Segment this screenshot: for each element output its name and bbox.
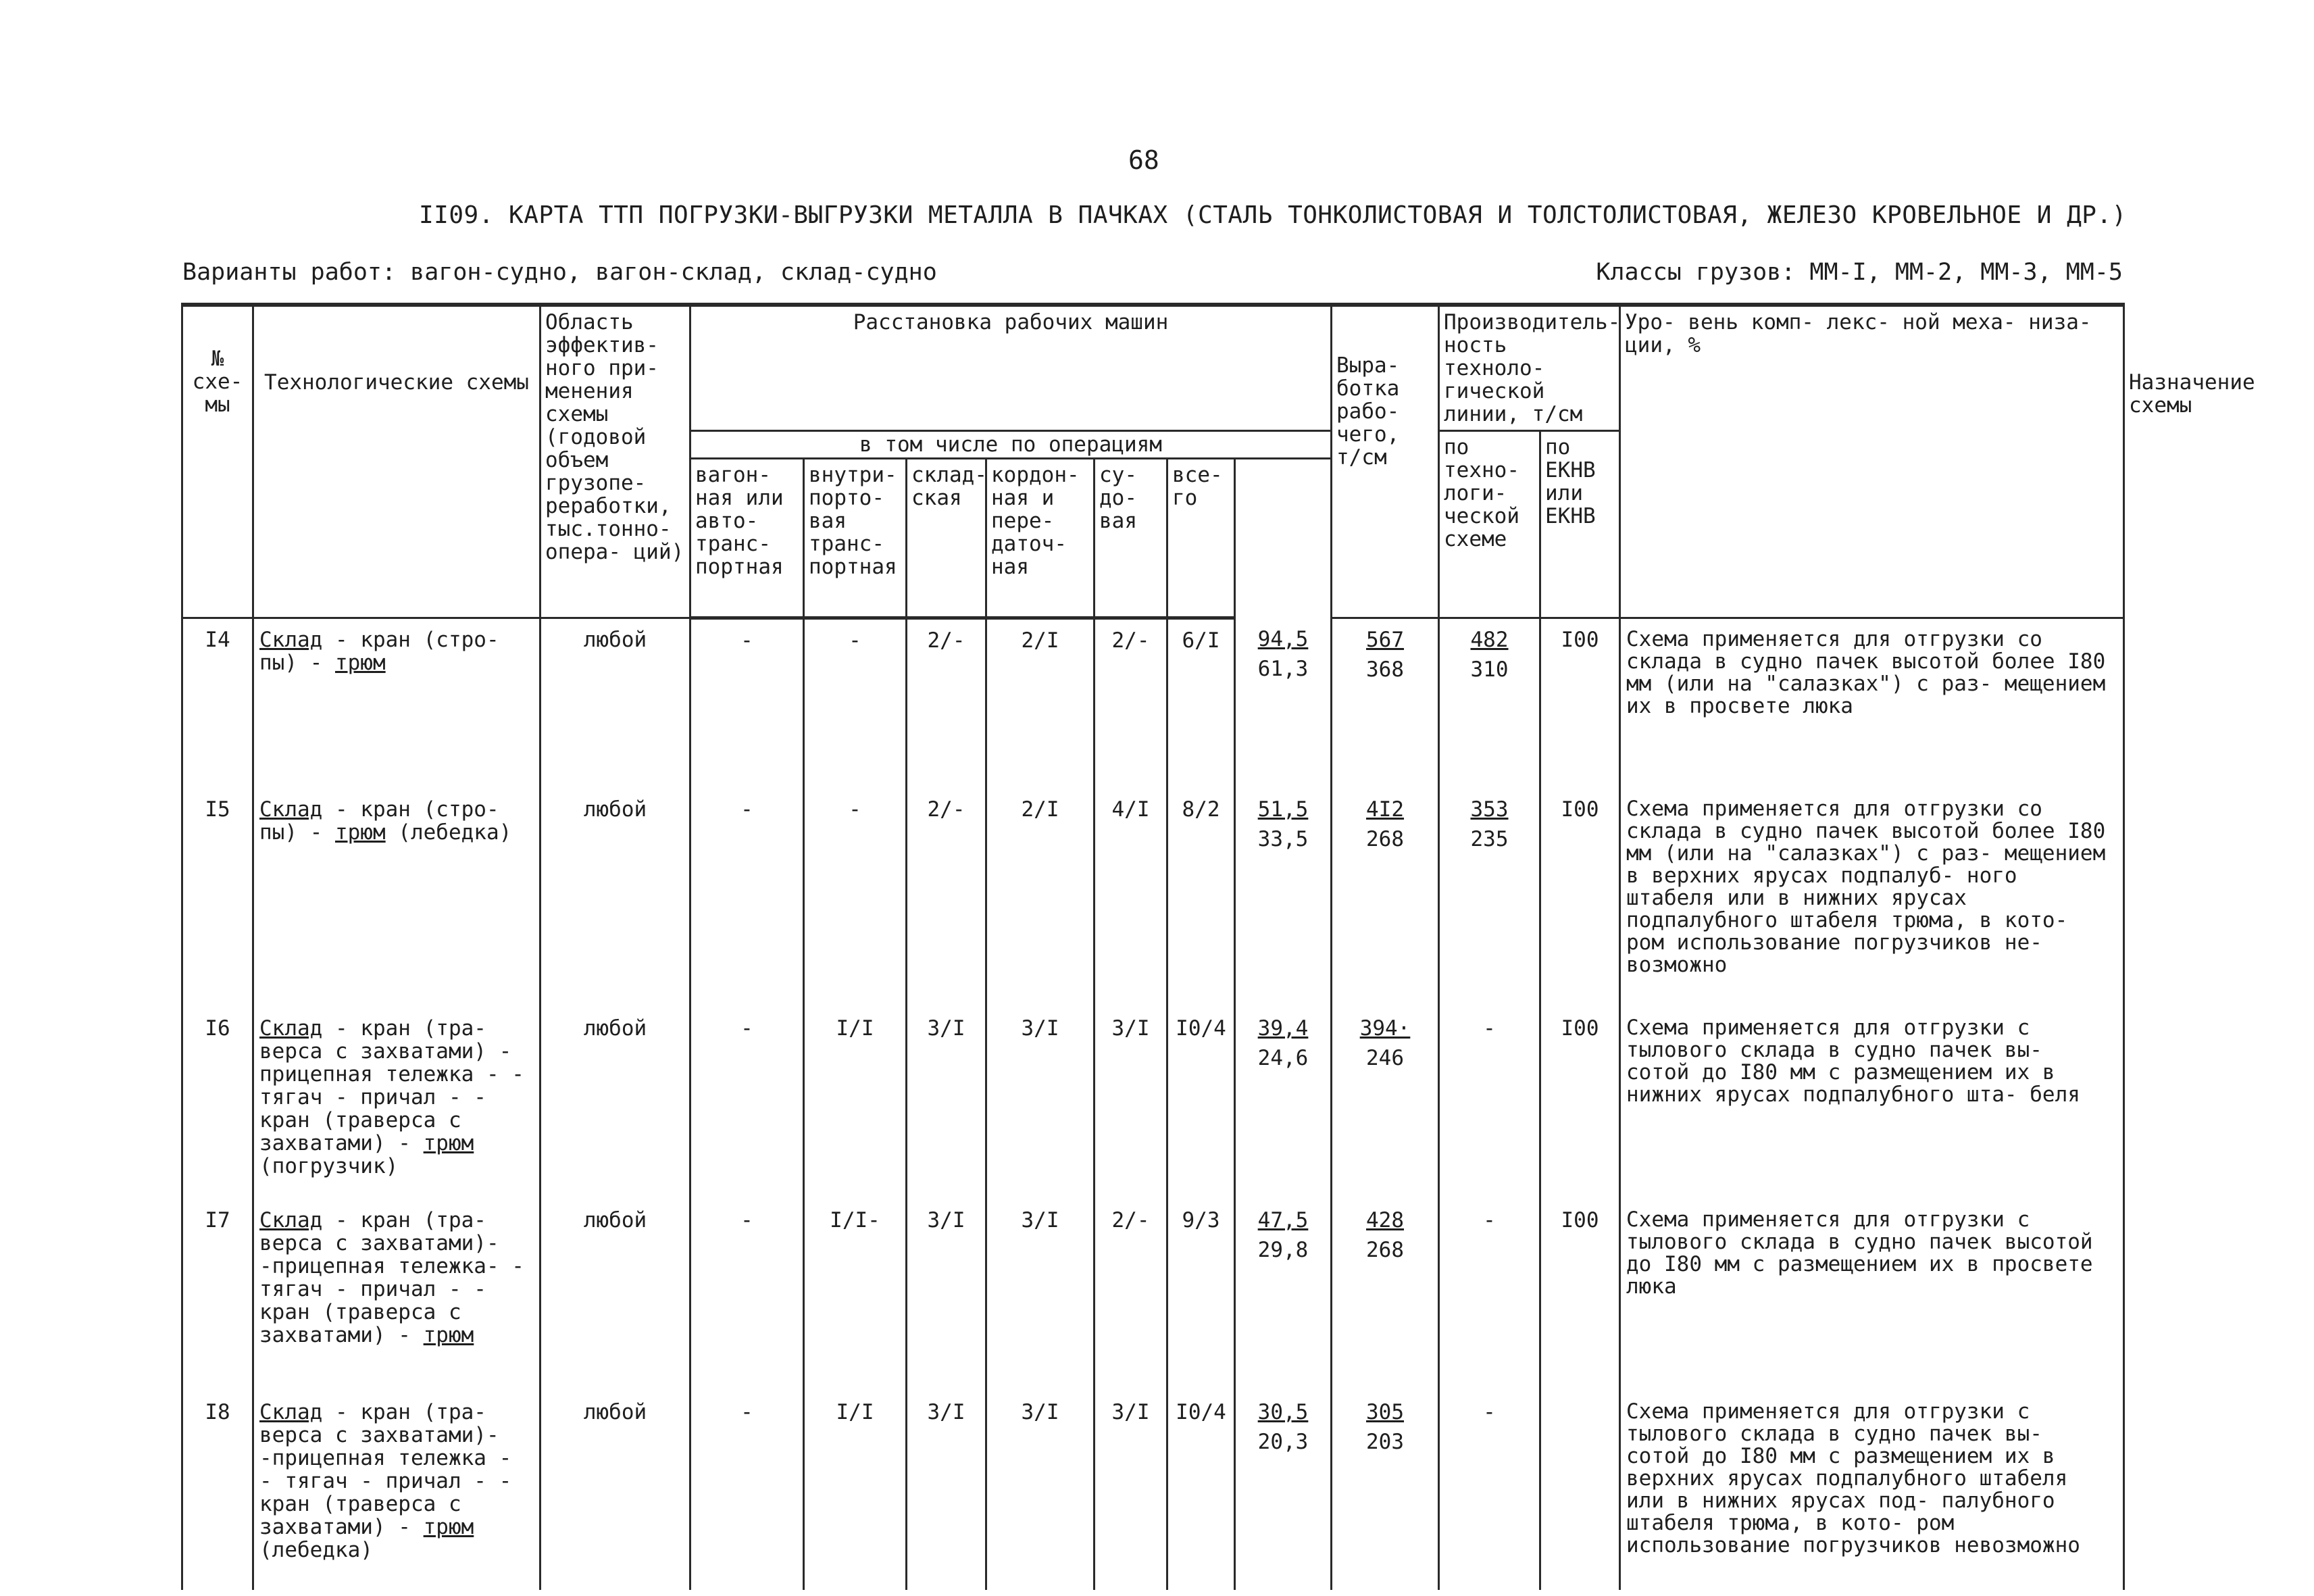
- output-value-bottom: 24,6: [1257, 1046, 1309, 1070]
- wagon-value: -: [690, 1391, 804, 1590]
- header-ship: су- до- вая: [1095, 459, 1167, 618]
- scheme-text-part: - кран (стро- пы) -: [259, 628, 499, 675]
- header-wagon-auto: вагон- ная или авто- транс- портная: [690, 459, 804, 618]
- scheme-text-part: трюм: [423, 1515, 474, 1539]
- warehouse-value: 2/-: [907, 789, 986, 1007]
- header-output: Выра- ботка рабо- чего, т/см: [1332, 305, 1439, 618]
- total-value: I0/4: [1167, 1007, 1235, 1199]
- table-row: [182, 618, 2124, 789]
- scheme-description: [253, 1199, 540, 1391]
- header-internal-transport: внутри- порто- вая транс- портная: [804, 459, 907, 618]
- internal-value: -: [804, 789, 907, 1007]
- wagon-value: -: [690, 1199, 804, 1391]
- cordon-value: 2/I: [986, 618, 1095, 789]
- output-value: [1235, 789, 1332, 1007]
- work-variants: Варианты работ: вагон-судно, вагон-склад, склад-судно: [182, 259, 937, 286]
- scheme-text-part: Склад: [259, 1016, 323, 1041]
- prod-eknv-value-top: -: [1483, 1016, 1496, 1041]
- prod-scheme-value-top: 428: [1366, 1208, 1405, 1232]
- mechanization-value: I00: [1540, 1007, 1620, 1199]
- prod-scheme-value: [1332, 1391, 1439, 1590]
- ship-value: 2/-: [1095, 618, 1167, 789]
- scheme-text-part: трюм: [334, 651, 386, 675]
- prod-eknv-value-top: -: [1483, 1400, 1496, 1424]
- internal-value: I/I: [804, 1391, 907, 1590]
- prod-eknv-value: [1439, 618, 1540, 789]
- scheme-number: I4: [182, 618, 253, 789]
- page-number: 68: [1128, 145, 1159, 175]
- scheme-text-part: - кран (тра- верса с захватами) - прицепная тележка - - тягач - причал - - кран (траверса с захватами) -: [259, 1016, 524, 1155]
- ttp-table-container: [181, 303, 2255, 1562]
- area-value: любой: [540, 1007, 690, 1199]
- area-value: любой: [540, 1199, 690, 1391]
- output-value-bottom: 33,5: [1257, 827, 1309, 851]
- output-value-top: 47,5: [1257, 1208, 1309, 1232]
- mechanization-value: I00: [1540, 789, 1620, 1007]
- prod-scheme-value-top: 4I2: [1366, 797, 1405, 822]
- cordon-value: 2/I: [986, 789, 1095, 1007]
- purpose-text: Схема применяется для отгрузки со склада в судно пачек высотой более I80 мм (или на "салазках") с раз- мещением в верхних ярусах подпалуб- ного штабеля или в нижних ярусах подпалубного штабеля трюма, в кото- ром использование погрузчиков не- возможно: [1620, 789, 2124, 1007]
- header-by-eknv: по ЕКНВ или ЕКНВ: [1540, 431, 1620, 618]
- internal-value: -: [804, 618, 907, 789]
- table-row: [182, 1007, 2124, 1199]
- scheme-text-part: трюм: [334, 820, 386, 845]
- purpose-text: Схема применяется для отгрузки с тылового склада в судно пачек высотой до I80 мм с размещением их в просвете люка: [1620, 1199, 2124, 1391]
- output-value-top: 39,4: [1257, 1016, 1309, 1041]
- wagon-value: -: [690, 1007, 804, 1199]
- scheme-text-part: (лебедка): [259, 1538, 373, 1562]
- scheme-number: I5: [182, 789, 253, 1007]
- prod-eknv-value: [1439, 789, 1540, 1007]
- header-placement: Расстановка рабочих машин: [690, 305, 1332, 431]
- ship-value: 4/I: [1095, 789, 1167, 1007]
- header-area: Область эффектив- ного при- менения схемы (годовой объем грузопе- реработки, тыс.тонно-опера- ций): [540, 305, 690, 618]
- cordon-value: 3/I: [986, 1391, 1095, 1590]
- prod-scheme-value-top: 394·: [1359, 1016, 1411, 1041]
- prod-eknv-value-top: -: [1483, 1208, 1496, 1232]
- header-warehouse: склад- ская: [907, 459, 986, 618]
- scheme-text-part: (лебедка): [385, 820, 512, 845]
- output-value-top: 94,5: [1257, 626, 1309, 651]
- purpose-text: Схема применяется для отгрузки со склада в судно пачек высотой более I80 мм (или на "салазках") с раз- мещением их в просвете люка: [1620, 618, 2124, 789]
- prod-eknv-value-top: 353: [1470, 797, 1509, 822]
- table-row: [182, 789, 2124, 1007]
- ship-value: 3/I: [1095, 1007, 1167, 1199]
- scheme-description: [253, 1007, 540, 1199]
- prod-scheme-value-bottom: 246: [1366, 1046, 1405, 1070]
- table-body: [182, 618, 2124, 1591]
- total-value: 9/3: [1167, 1199, 1235, 1391]
- scheme-description: [253, 1391, 540, 1590]
- scheme-text-part: трюм: [423, 1131, 474, 1155]
- scheme-text-part: - кран (тра- верса с захватами)- -прицепная тележка - - тягач - причал - - кран (траверса с захватами) -: [259, 1400, 512, 1539]
- scheme-number: I8: [182, 1391, 253, 1590]
- output-value-bottom: 29,8: [1257, 1238, 1309, 1262]
- prod-scheme-value: [1332, 1007, 1439, 1199]
- header-productivity: Производитель- ность техноло- гической линии, т/см: [1439, 305, 1620, 431]
- total-value: 8/2: [1167, 789, 1235, 1007]
- warehouse-value: 3/I: [907, 1007, 986, 1199]
- prod-scheme-value-bottom: 268: [1366, 1238, 1405, 1262]
- header-mechanization: Уро- вень комп- лекс- ной меха- низа- ции, %: [1620, 305, 2124, 618]
- prod-scheme-value: [1332, 618, 1439, 789]
- scheme-text-part: (погрузчик): [259, 1154, 399, 1178]
- cordon-value: 3/I: [986, 1199, 1095, 1391]
- warehouse-value: 2/-: [907, 618, 986, 789]
- output-value: [1235, 618, 1332, 789]
- output-value-top: 30,5: [1257, 1400, 1309, 1424]
- ship-value: 2/-: [1095, 1199, 1167, 1391]
- internal-value: I/I: [804, 1007, 907, 1199]
- header-total: все- го: [1167, 459, 1235, 618]
- prod-scheme-value-bottom: 368: [1366, 657, 1405, 682]
- scheme-text-part: Склад: [259, 797, 323, 822]
- warehouse-value: 3/I: [907, 1199, 986, 1391]
- scheme-number: I6: [182, 1007, 253, 1199]
- scheme-text-part: - кран (тра- верса с захватами)- -прицепная тележка- - тягач - причал - - кран (траверса с захватами) -: [259, 1208, 524, 1347]
- output-value: [1235, 1199, 1332, 1391]
- cordon-value: 3/I: [986, 1007, 1095, 1199]
- output-value-bottom: 20,3: [1257, 1430, 1309, 1454]
- prod-eknv-value: [1439, 1007, 1540, 1199]
- prod-scheme-value: [1332, 1199, 1439, 1391]
- prod-eknv-value: [1439, 1391, 1540, 1590]
- purpose-text: Схема применяется для отгрузки с тылового склада в судно пачек вы- сотой до I80 мм с размещением их в верхних ярусах подпалубного штабеля или в нижних ярусах под- палубного штабеля трюма, в кото- ром использование погрузчиков невозможно: [1620, 1391, 2124, 1590]
- wagon-value: -: [690, 789, 804, 1007]
- prod-scheme-value-top: 567: [1366, 628, 1405, 652]
- internal-value: I/I-: [804, 1199, 907, 1391]
- output-value-top: 51,5: [1257, 797, 1309, 822]
- area-value: любой: [540, 1391, 690, 1590]
- ship-value: 3/I: [1095, 1391, 1167, 1590]
- prod-eknv-value: [1439, 1199, 1540, 1391]
- table-row: [182, 1199, 2124, 1391]
- output-value: [1235, 1391, 1332, 1590]
- header-incl-ops: в том числе по операциям: [690, 431, 1332, 459]
- area-value: любой: [540, 618, 690, 789]
- scheme-text-part: - кран (стро- пы) -: [259, 797, 499, 845]
- scheme-text-part: трюм: [423, 1323, 474, 1347]
- scheme-text-part: Склад: [259, 1208, 323, 1232]
- warehouse-value: 3/I: [907, 1391, 986, 1590]
- cargo-classes: Классы грузов: ММ-I, ММ-2, ММ-3, ММ-5: [1596, 259, 2123, 286]
- ttp-table: № схе- мы Технологические схемы Область эффектив- ного при- менения схемы (годовой объем грузопе- реработки, тыс.тонно-опера- ций) Расстановка рабочих машин Выра- ботка рабо- чего, т/см Производитель- ность техноло- гической линии, т/см Уро- вень комп- лекс- ной меха- низа- ции, % Назначение схемы в том числе по операциям по техно- логи- ческой схеме по ЕКНВ или ЕКНВ вагон- ная или авто- транс- портная внутри- порто- вая транс- портная склад- ская кордон- ная и пере- даточ- ная су- до- вая все- го I4 Склад - кран (стро- пы) - трюм любой - - 2/- 2/I 2/- 6/I 94,5 61,3 567 368 482 310 I00 Схема применяется для отгрузки со склада в судно пачек высотой более I80 мм (или на "салазках") с раз- мещением их в просвете люка I5 Склад - кран (стро- пы) - трюм (лебедка) любой - - 2/- 2/I 4/I 8/2 51,5 33,5 4I2 268 353 235 I00 Схема применяется для отгрузки со склада в судно пачек высотой более I80 мм (или на "салазках") с раз- мещением в верхних ярусах подпалуб- ного штабеля или в нижних ярусах подпалубного штабеля трюма, в кото- ром использование погрузчиков не- возможно I6 Склад - кран (тра- верса с захватами) - прицепная тележка - - тягач - причал - - кран (траверса с захватами) - трюм (погрузчик) любой - I/I 3/I 3/I 3/I I0/4 39,4 24,6 394· 246 - I00 Схема применяется для отгрузки с тылового склада в судно пачек вы- сотой до I80 мм с размещением их в нижних ярусах подпалубного шта- беля I7 Склад - кран (тра- верса с захватами)- -прицепная тележка- - тягач - причал - - кран (траверса с захватами) - трюм любой - I/I- 3/I 3/I 2/- 9/3 47,5 29,8 428 268 - I00 Схема применяется для отгрузки с тылового склада в судно пачек высотой до I80 мм с размещением их в просвете люка I8 Склад - кран (тра- верса с захватами)- -прицепная тележка - - тягач - причал - - кран (траверса с захватами) - трюм (лебедка) любой - I/I 3/I 3/I 3/I I0/4 30,5 20,3 305 203 - Схема применяется для отгрузки с тылового склада в судно пачек вы- сотой до I80 мм с размещением их в верхних ярусах подпалубного штабеля или в нижних ярусах под- палубного штабеля трюма, в кото- ром использование погрузчиков невозможно: [181, 303, 2125, 1590]
- mechanization-value: I00: [1540, 1199, 1620, 1391]
- scheme-number: I7: [182, 1199, 253, 1391]
- prod-eknv-value-top: 482: [1470, 628, 1509, 652]
- area-value: любой: [540, 789, 690, 1007]
- output-value-bottom: 61,3: [1257, 656, 1309, 681]
- prod-scheme-value-top: 305: [1366, 1400, 1405, 1424]
- output-value: [1235, 1007, 1332, 1199]
- scheme-text-part: Склад: [259, 1400, 323, 1424]
- header-by-scheme: по техно- логи- ческой схеме: [1439, 431, 1540, 618]
- prod-scheme-value-bottom: 268: [1366, 827, 1405, 851]
- prod-eknv-value-bottom: 310: [1470, 657, 1509, 682]
- document-title: II09. КАРТА ТТП ПОГРУЗКИ-ВЫГРУЗКИ МЕТАЛЛА В ПАЧКАХ (СТАЛЬ ТОНКОЛИСТОВАЯ И ТОЛСТОЛИСТОВАЯ, ЖЕЛЕЗО КРОВЕЛЬНОЕ И ДР.): [419, 201, 2127, 229]
- mechanization-value: I00: [1540, 618, 1620, 789]
- table-row: [182, 1391, 2124, 1590]
- mechanization-value: [1540, 1391, 1620, 1590]
- wagon-value: -: [690, 618, 804, 789]
- prod-scheme-value-bottom: 203: [1366, 1430, 1405, 1454]
- total-value: I0/4: [1167, 1391, 1235, 1590]
- purpose-text: Схема применяется для отгрузки с тылового склада в судно пачек вы- сотой до I80 мм с размещением их в нижних ярусах подпалубного шта- беля: [1620, 1007, 2124, 1199]
- scheme-description: [253, 789, 540, 1007]
- header-tech-schemes: Технологические схемы: [253, 305, 540, 618]
- scheme-text-part: Склад: [259, 628, 323, 652]
- header-cordon: кордон- ная и пере- даточ- ная: [986, 459, 1095, 618]
- prod-scheme-value: [1332, 789, 1439, 1007]
- scheme-description: [253, 618, 540, 789]
- header-scheme-no: № схе- мы: [182, 305, 253, 618]
- total-value: 6/I: [1167, 618, 1235, 789]
- prod-eknv-value-bottom: 235: [1470, 827, 1509, 851]
